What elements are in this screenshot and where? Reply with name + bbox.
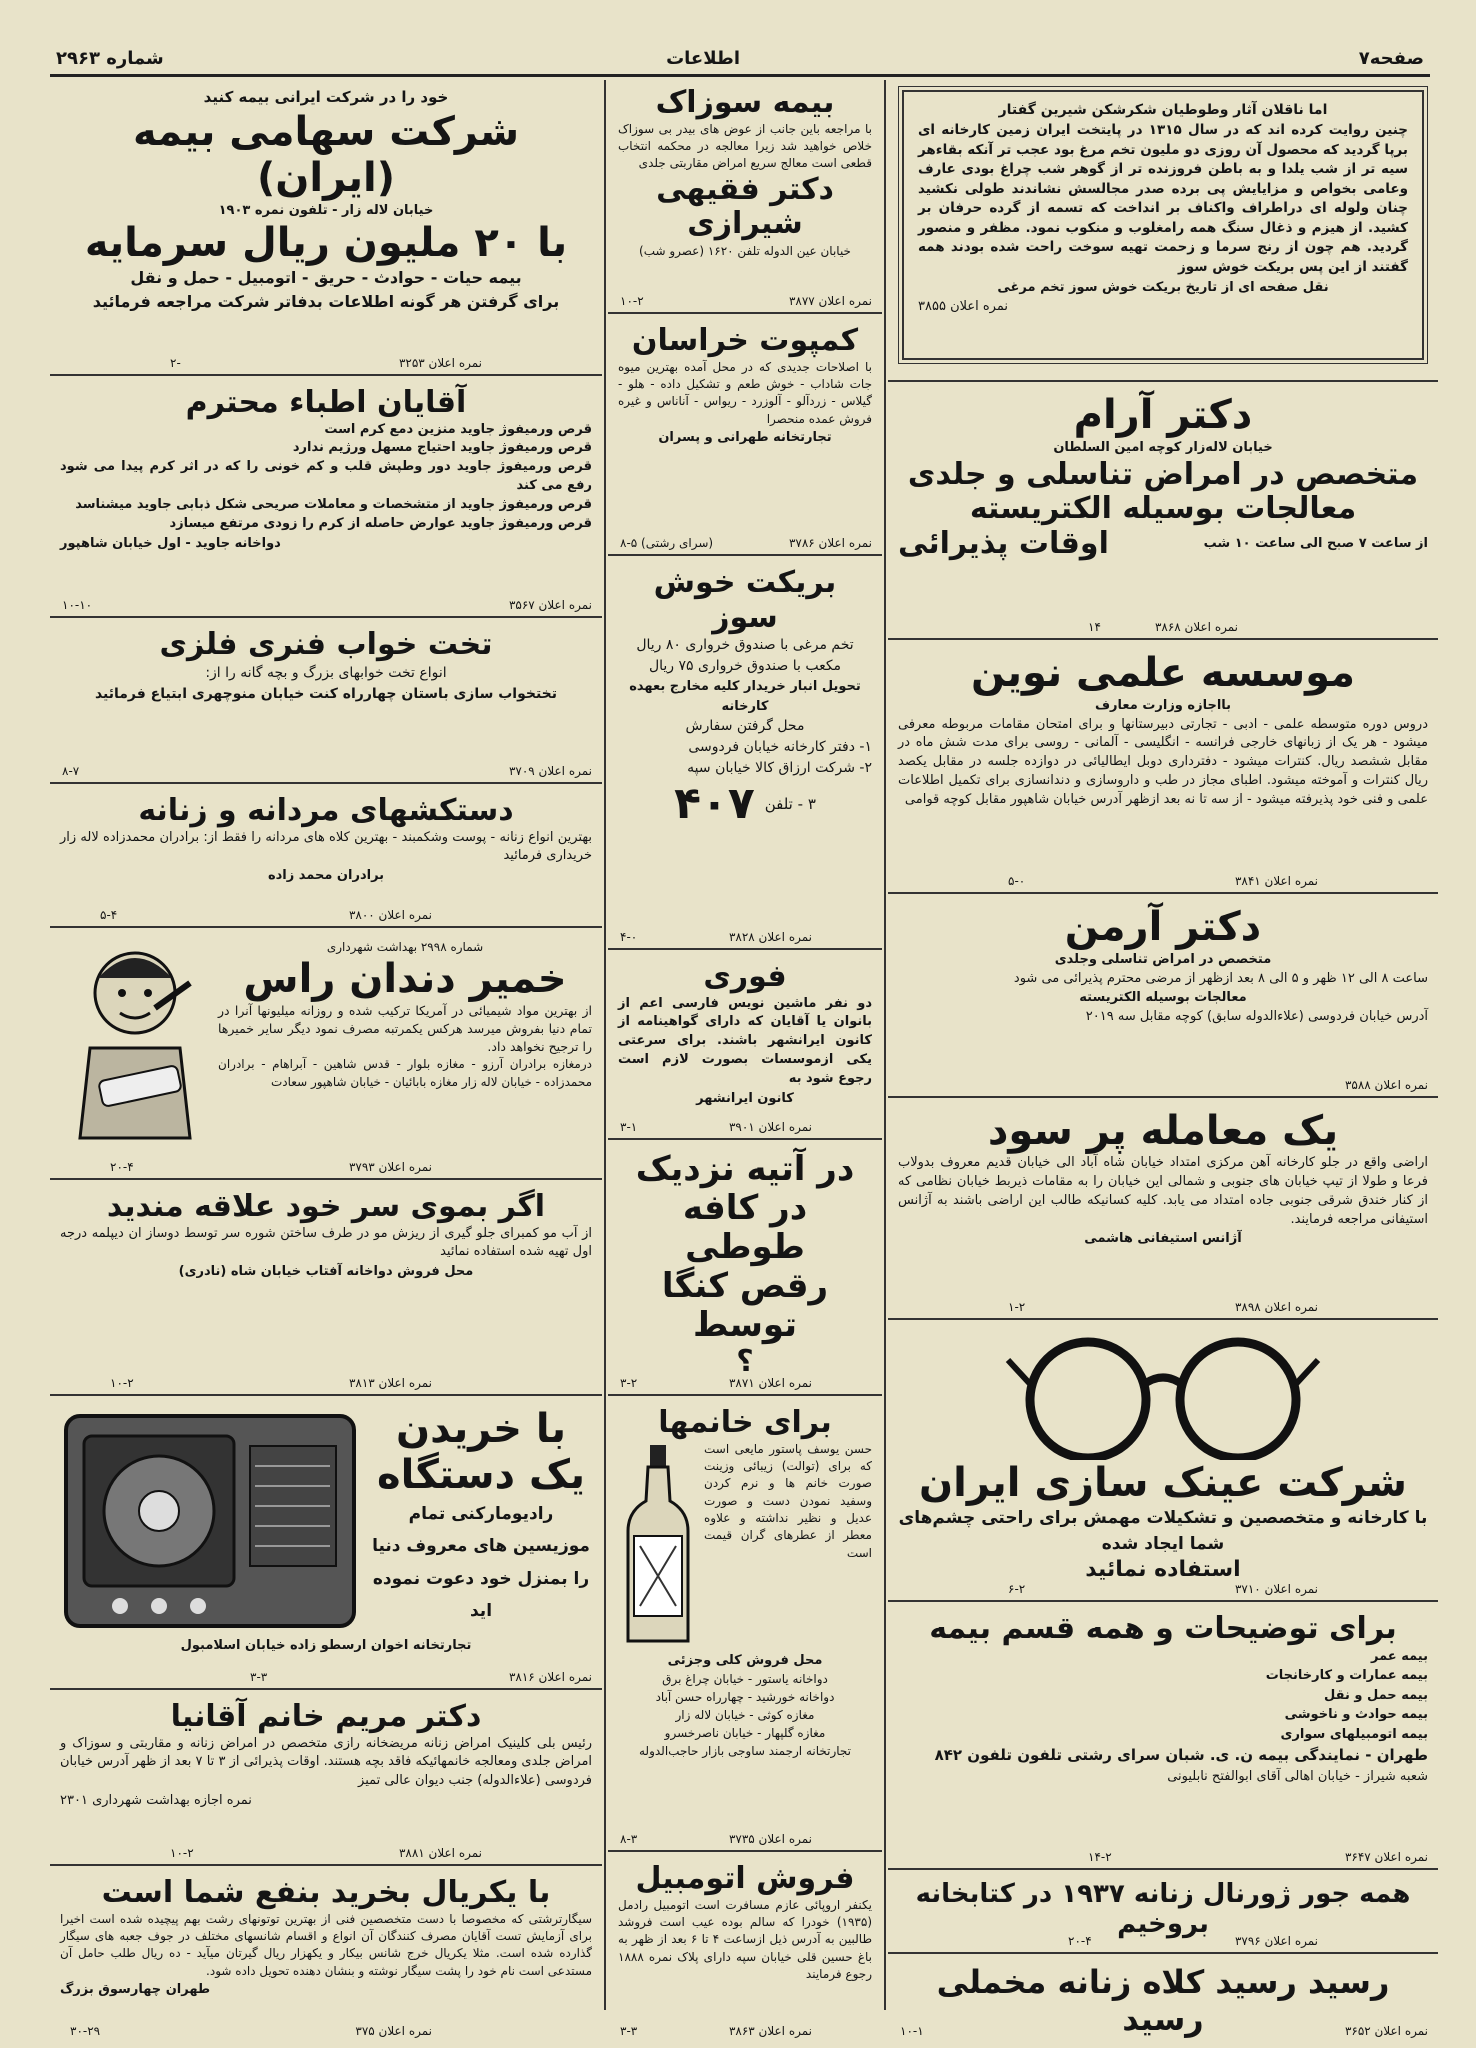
ad-key: ۲۰-۴	[1068, 1934, 1092, 1948]
ad-line: تختخواب سازی باستان چهارراه کنت خیابان منوچهری ابتیاع فرمائید	[94, 685, 558, 702]
store-item: تجارتخانه ارجمند ساوجی بازار حاجب‌الدوله	[638, 1744, 851, 1758]
insurance-item: بیمه اتومبیلهای سواری	[1280, 1726, 1428, 1742]
ad-key: ۵-۴	[100, 908, 118, 922]
ad-code: نمره اعلان ۳۸۵۵	[918, 299, 1008, 314]
ad-title: خمیر دندان راس	[243, 956, 567, 1002]
ad-title: دکتر مریم خانم آقانیا	[170, 1699, 482, 1734]
ad-title: اگر بموی سر خود علاقه مندید	[106, 1189, 546, 1224]
ad-types: بیمه حیات - حوادث - حریق - اتومبیل - حمل و نقل	[130, 268, 522, 287]
car-sale-ad	[608, 1856, 882, 2042]
poem-title: اما ناقلان آثار وطوطیان شکرشکن شیرین گفتار	[998, 102, 1328, 118]
ad-title: برای خانمها	[658, 1405, 832, 1440]
ad-address: خیابان لاله‌زار کوچه امین السلطان	[1053, 440, 1273, 455]
komput-ad	[608, 318, 882, 556]
insurance-ad	[888, 1606, 1438, 1870]
ad-code: نمره اعلان ۳۷۱۰	[1234, 1582, 1318, 1596]
ad-tel-number: ۴۰۷	[674, 778, 755, 829]
ad-body: سیگارترشتی که مخصوصا با دست متخصصین فنی از بهترین توتونهای رشت بهم پیچیده شده است اخیرا برای آزمایش تست آقایان مصرف کنندگان آن انواع و اقسام شانسهای مختلف در جوف جعبه های سیگار گذارده شده است. مثلا یکریال خرج شانس بیکار و یکهزار ریال گیرتان میآید - ده ریال طلب حامل آن مستدعی است نام خود را پشت سیگار نوشته و بنشان دهنده تحویل داده شود.	[60, 1911, 592, 1978]
ad-address: خیابان عین الدوله تلفن ۱۶۲۰ (عصرو شب)	[639, 243, 851, 258]
ad-line: قرص ورمیفوژ جاوید عوارض حاصله از کرم را زودی مرتفع میسازد	[169, 515, 592, 531]
ad-code: نمره اعلان ۳۲۵۳	[398, 356, 482, 370]
ad-body: رئیس بلی کلینیک امراض زنانه مریضخانه رازی متخصص در امراض زنانه و مقاربتی و سوزاک و امراض جلدی ومعالجه خانمهائیکه فاقد بچه هستند. اوقات پذیرائی از ۳ تا ۷ بعد از ظهر آدرس خیابان فردوسی (علاءالدوله) جنب دیوان عالی تمیز	[60, 1735, 593, 1789]
insurance-company-ad	[50, 80, 602, 376]
ad-key: ۸-۵ (سرای رشتی)	[620, 536, 714, 550]
ad-line: در آتیه نزدیک	[635, 1149, 855, 1189]
ad-shops: درمغازه برادران آرزو - مغازه بلوار - قدس شاهین - آبراهام - برادران محمدزاده - خیابان لاله زار مغازه بابائیان - خیابان شاهپور سعادت	[218, 1057, 592, 1089]
ad-key: ۴-۰	[620, 930, 638, 944]
ad-body: ساعت ۸ الی ۱۲ ظهر و ۵ الی ۸ بعد ازظهر از مرضی محترم پذیرائی می شود	[1013, 970, 1428, 986]
ad-body: بهترین انواع زنانه - پوست وشکمبند - بهترین کلاه های مردانه را فقط از: برادران محمدزاده لاله زار خریداری فرمائید	[60, 829, 592, 864]
ad-key: ۱۰-۲	[110, 1376, 134, 1390]
store-item: مغازه گلپهار - خیابان ناصرخسرو	[664, 1726, 826, 1740]
ad-code: نمره اعلان ۳۶۵۲	[1344, 2024, 1428, 2038]
ad-code: نمره اعلان ۳۷۵	[355, 2024, 432, 2038]
ad-body: اراضی واقع در جلو کارخانه آهن مرکزی امتداد خیابان شاه آباد الی خیابان قدیم معروف بدولاب فرعا و طولا از تیپ خیابان های جنوبی و شمالی این خیابان را به مقامات ذیربط خیابان نظامی که از کنار خندق شرقی جنوبی جاده امتداد می یابد. کلیه کسانیکه طالب این اراضی باشند به آژانس استیفانی مراجعه فرمایند.	[898, 1155, 1428, 1227]
ad-key: ۳-۱	[620, 1120, 638, 1134]
glasses-icon	[1003, 1330, 1323, 1460]
ad-title: با یکریال بخرید بنفع شما است	[101, 1875, 551, 1910]
cafe-ad	[608, 1144, 882, 1396]
ad-code: نمره اعلان ۳۷۸۶	[788, 536, 872, 550]
ad-key: ۳-۳	[250, 1670, 268, 1684]
ad-body: رادیومارکنی تمام موزیسین های معروف دنیا را بمنزل خود دعوت نموده اید	[372, 1504, 590, 1621]
ad-code: نمره اعلان ۳۹۰۱	[728, 1120, 812, 1134]
ad-line: با خریدن	[396, 1406, 566, 1452]
ad-bold: آژانس استیفانی هاشمی	[1084, 1231, 1242, 1247]
ad-bold: تجارتخانه اخوان ارسطو زاده خیابان اسلامبول	[180, 1638, 472, 1653]
ad-key: ۸-۷	[62, 764, 80, 778]
ad-line: در کافه طوطی	[682, 1188, 808, 1268]
cigarette-ad	[50, 1870, 602, 2042]
ad-tail: استفاده نمائید	[1085, 1557, 1241, 1582]
paper-name: اطلاعات	[666, 48, 740, 69]
issue-number: شماره ۲۹۶۳	[56, 48, 164, 69]
ad-body: از بهترین مواد شیمیائی در آمریکا ترکیب شده و روزانه میلیونها آنرا در تمام دنیا بفروش میرسد هرکس یکمرتبه مصرف نمود دیگر سایر خمیرها را ترجیح نخواهد داد.	[218, 1003, 592, 1055]
ad-bold: برادران محمد زاده	[267, 868, 385, 884]
page-number: صفحه۷	[1358, 48, 1424, 69]
ad-line: قرص ورمیفوژ جاوید احتیاج مسهل ورژیم ندارد	[292, 440, 592, 456]
ad-name: دکتر فقیهی شیرازی	[656, 171, 834, 242]
ad-subtitle: متخصص در امراض تناسلی وجلدی	[1054, 952, 1272, 967]
gloves-ad	[50, 788, 602, 928]
ad-title: دکتر آرام	[1073, 392, 1253, 438]
ad-address: خیابان لاله زار - تلفون نمره ۱۹۰۳	[218, 202, 434, 218]
poem-ad	[888, 80, 1438, 382]
ad-top: خود را در شرکت ایرانی بیمه کنید	[203, 88, 449, 106]
ad-title: فروش اتومبیل	[635, 1861, 855, 1896]
ad-line: انواع تخت خوابهای بزرگ و بچه گانه را از:	[205, 664, 447, 681]
ad-title: رسید رسید کلاه زنانه مخملی رسید	[936, 1963, 1390, 2038]
dr-maryam-ad	[50, 1694, 602, 1866]
store-item: مغازه کوثی - خیابان لاله زار	[675, 1708, 815, 1722]
ad-key: ۲۰-۴	[110, 1160, 134, 1174]
ad-key: ۱۰-۲	[620, 294, 644, 308]
ad-key: ۳۰-۲۹	[70, 2024, 101, 2038]
ad-subtitle: محل فروش کلی وجزئی	[667, 1652, 823, 1668]
radio-ad	[50, 1400, 602, 1690]
ad-code: نمره اعلان ۳۸۹۸	[1234, 1300, 1318, 1314]
ad-code: نمره اعلان ۳۷۹۶	[1234, 1934, 1318, 1948]
ad-line: اوقات پذیرائی	[898, 525, 1109, 561]
ad-code: نمره اعلان ۳۸۶۳	[728, 2024, 812, 2038]
suzak-ad	[608, 80, 882, 314]
ad-title: شرکت عینک سازی ایران	[918, 1460, 1408, 1506]
ad-title: موسسه علمی نوین	[970, 650, 1356, 696]
ad-capital: با ۲۰ ملیون ریال سرمایه	[84, 220, 568, 266]
hair-ad	[50, 1184, 602, 1396]
ad-body: با اصلاحات جدیدی که در محل آمده بهترین میوه جات شاداب - خوش طعم و تشکیل داده - هلو - گیلاس - زردآلو - آلوزرد - ریواس - آناناس و غیره فروش عمده منحصرا	[618, 359, 872, 426]
ad-line: قرص ورمیفوژ جاوید منزین دمع کرم است	[324, 421, 592, 437]
ad-line: یک دستگاه	[377, 1452, 585, 1498]
dr-armen-ad	[888, 898, 1438, 1098]
deal-ad	[888, 1102, 1438, 1320]
ad-line: قرص ورمیفوژ جاوید از متشخصات و معاملات صریحی شکل ذبابی جاوید میشناسد	[75, 496, 592, 512]
store-item: دواخانه یاستور - خیابان چراغ برق	[662, 1672, 828, 1686]
ad-code: نمره اعلان ۳۸۱۶	[508, 1670, 592, 1684]
ad-key: ۱۴	[1088, 620, 1101, 634]
ad-code: نمره اعلان ۳۸۷۷	[788, 294, 872, 308]
ad-key: ۸-۳	[620, 1832, 638, 1846]
ad-body: با کارخانه و متخصصین و تشکیلات مهمش برای راحتی چشم‌های شما ایجاد شده	[898, 1508, 1428, 1554]
ad-title: بیمه سوزاک	[655, 85, 835, 120]
ad-body: یکنفر اروپائی عازم مسافرت است اتومبیل رادمل (۱۹۳۵) خودرا که سالم بوده عیب است فروشد طالبین به آدرس ذیل ازساعت ۴ تا ۶ بعد از ظهر به باغ حسین قلی خیابان سپه دارای پلاک نمره ۱۸۸۸ رجوع فرمایند	[618, 1897, 873, 1982]
bed-ad	[50, 622, 602, 784]
ad-permit: شماره ۲۹۹۸ بهداشت شهرداری	[326, 940, 484, 954]
ad-body: دروس دوره متوسطه علمی - ادبی - تجارتی دبیرستانها و برای امتحان مقامات مربوطه معرفی میشود - هر یک از زبانهای خارجی فرانسه - انگلیسی - آلمانی - روسی برای مدت شش ماه در مقابل ششصد ریال. کنترات میشود - دفترداری دوبل ایطالیائی در دوازده جلسه در مقابل یکصد ریال کنترات و آموخته میشود. اطبای مجاز در طب و داروسازی و دندانسازی برای تکمیل اطلاعات علمی و فنی خود پذیرفته میشود - از سه تا نه بعد ازظهر آدرس خیابان شاهپور مقابل کوچه قوامی	[898, 716, 1428, 807]
ad-code: نمره اعلان ۳۸۶۸	[1154, 620, 1238, 634]
insurance-item: بیمه عمارات و کارخانجات	[1265, 1668, 1428, 1683]
store-item: دواخانه خورشید - چهارراه حسن آباد	[655, 1690, 835, 1704]
ad-question: ؟	[736, 1344, 754, 1380]
insurance-item: بیمه حمل و نقل	[1324, 1687, 1428, 1703]
ad-line: تخم مرغی با صندوق خرواری ۸۰ ریال	[636, 637, 854, 653]
ad-hours: از ساعت ۷ صبح الی ساعت ۱۰ شب	[1203, 536, 1428, 551]
ad-key: ۶-۲	[1008, 1582, 1026, 1596]
ad-line: معالجات بوسیله الکتریسته	[969, 491, 1357, 526]
ad-key: ۵-۰	[1008, 874, 1026, 888]
ad-code: نمره اعلان ۳۵۸۸	[1344, 1078, 1428, 1092]
insurance-item: بیمه عمر	[1371, 1648, 1428, 1664]
ad-key: ۲-	[170, 356, 181, 370]
ad-title: یک معامله پر سود	[987, 1108, 1339, 1154]
ad-key: ۱-۲	[1008, 1300, 1026, 1314]
toothpaste-ad	[50, 932, 602, 1180]
novin-institute-ad	[888, 644, 1438, 894]
ad-line: تحویل انبار خریدار کلیه مخارج بعهده کارخانه	[629, 679, 861, 714]
fori-ad	[608, 954, 882, 1140]
ad-code: نمره اعلان ۳۶۴۷	[1344, 1850, 1428, 1864]
ad-line: محل گرفتن سفارش	[685, 718, 805, 734]
poem-footer: نقل صفحه ای از تاریخ بریکت خوش سوز تخم مرغی	[997, 279, 1329, 295]
ad-line: شعبه شیراز - خیابان اهالی آقای ابوالفتح نابلیونی	[1167, 1768, 1428, 1784]
ad-key: ۱۰-۱۰	[62, 598, 93, 612]
ad-bold: معالجات بوسیله الکتریسته	[1079, 990, 1247, 1006]
ad-body: برای گرفتن هر گونه اطلاعات بدفاتر شرکت مراجعه فرمائید	[92, 292, 560, 311]
ad-bold: تجارتخانه طهرانی و پسران	[658, 430, 832, 446]
ad-title: فوری	[703, 959, 787, 994]
ad-line: ۱- دفتر کارخانه خیابان فردوسی	[688, 739, 872, 755]
ad-address: آدرس خیابان فردوسی (علاءالدوله سابق) کوچه مقابل سه ۲۰۱۹	[1085, 1008, 1428, 1024]
toothpaste-child-illustration	[60, 938, 210, 1148]
ad-code: نمره اعلان ۳۸۲۸	[728, 930, 812, 944]
briket-ad	[608, 560, 882, 950]
dr-aram-ad	[888, 386, 1438, 640]
column-rule	[604, 80, 606, 2010]
ad-title: آقایان اطباء محترم	[185, 385, 467, 420]
ad-line: متخصص در امراض تناسلی و جلدی	[907, 456, 1419, 492]
journal-ad	[888, 1874, 1438, 1954]
column-rule	[884, 80, 886, 2010]
ad-body: حسن یوسف پاستور مایعی است که برای (توالت) زیبائی وزینت صورت خانم ها و نرم کردن وسفید نمودن دست و صورت عدیل و نظیر نداشته و علاوه معطر از عطرهای گران قیمت است	[704, 1441, 872, 1560]
ad-code: نمره اعلان ۳۵۶۷	[508, 598, 592, 612]
ad-body: با مراجعه باین جانب از عوض های بیدر بی سوزاک خلاص خواهید شد زیرا معالجه در محکمه انتخاب قطعی است معالج سریع امراض مقاربتی جلدی	[618, 121, 872, 171]
ad-title: دکتر آرمن	[1064, 904, 1262, 950]
poem-body: چنین روایت کرده اند که در سال ۱۳۱۵ در پایتخت ایران زمین کارخانه ای برپا گردید که محصول آن روزی دو ملیون تخم مرغ بود عجب تر آنکه بقاءهر سیه تر از شب یلدا و به باطن فروزنده تر از گوهر شب چراغ بودی عارف وعامی بخواص و مزایایش پی برده صدر مجالسش نشاندند طولی نکشید چنان ولوله ای دراطراف واکناف بر انداخت که تسمه از گرده حرفان بر کشید. از هیزم و ذغال سنگ همه رامغلوب و منکوب نمود. مظفر و منصور گردید. هم چون از رنج سرما و زحمت تهیه سوخت راحت شده بودند همه گفتند از این پس بریکت خوش سوز	[918, 122, 1409, 275]
ad-line: طهران - نمایندگی بیمه ن. ی. شبان سرای رشتی تلفون تلفون ۸۴۲	[934, 1746, 1428, 1764]
glasses-ad	[888, 1324, 1438, 1602]
ad-key: ۱۰-۲	[170, 1846, 194, 1860]
ad-key: ۱۰-۱	[900, 2024, 924, 2038]
ad-bold: کانون ایرانشهر	[696, 1090, 794, 1106]
ad-title: بریکت خوش سوز	[653, 565, 837, 635]
ad-title: تخت خواب فنری فلزی	[159, 627, 493, 662]
page-header	[50, 44, 1430, 77]
ad-title: همه جور ژورنال زنانه ۱۹۳۷ در کتابخانه بروخیم	[915, 1879, 1411, 1939]
ad-shop: محل فروش دواخانه آفتاب خیابان شاه (نادری)	[178, 1264, 474, 1280]
ad-title: برای توضیحات و همه قسم بیمه	[929, 1611, 1397, 1646]
ad-place: دواخانه جاوید - اول خیابان شاهپور	[60, 535, 281, 551]
ad-permit: نمره اجازه بهداشت شهرداری ۲۳۰۱	[60, 1793, 252, 1809]
ad-address: طهران چهارسوق بزرگ	[60, 1982, 211, 1998]
ad-body: دو نفر ماشین نویس فارسی اعم از بانوان یا آقایان که دارای گواهینامه از کانون ایرانشهر باشند. برای سرعتی یکی ازموسسات بصورت لازم است رجوع شود به	[618, 995, 872, 1086]
bottle-icon	[618, 1441, 698, 1651]
hats-ad	[888, 1958, 1438, 2042]
ad-line: ۲- شرکت ارزاق کالا خیابان سپه	[687, 760, 872, 776]
ad-line: قرص ورمیفوژ جاوید دور وطپش قلب و کم خونی را که در اثر کرم پیدا می شود رفع می کند	[60, 459, 592, 494]
ad-line: مکعب با صندوق خرواری ۷۵ ریال	[648, 658, 842, 674]
insurance-item: بیمه حوادث و ناخوشی	[1284, 1707, 1428, 1722]
ad-line: رقص کنگا توسط	[661, 1266, 829, 1346]
ad-key: ۳-۲	[620, 1376, 638, 1390]
javid-ad	[50, 380, 602, 618]
ad-code: نمره اعلان ۳۸۴۱	[1234, 874, 1318, 888]
radio-illustration	[60, 1406, 360, 1636]
ad-subtitle: بااجازه وزارت معارف	[1094, 698, 1232, 713]
ad-code: نمره اعلان ۳۷۰۹	[508, 764, 592, 778]
ad-body: از آب مو کمبرای جلو گیری از ریزش مو در طرف ساختن شوره سر توسط دوساز ان دیپلمه درجه اول تهیه شده استفاده نمائید	[60, 1225, 592, 1260]
ad-code: نمره اعلان ۳۸۸۱	[398, 1846, 482, 1860]
ad-code: نمره اعلان ۳۸۷۱	[728, 1376, 812, 1390]
ad-code: نمره اعلان ۳۷۹۳	[348, 1160, 432, 1174]
ad-title: کمپوت خراسان	[631, 323, 859, 358]
women-ad	[608, 1400, 882, 1852]
ad-code: نمره اعلان ۳۸۰۰	[348, 908, 432, 922]
ad-key: ۳-۳	[620, 2024, 638, 2038]
ad-title: دستکشهای مردانه و زنانه	[138, 793, 514, 828]
ad-code: نمره اعلان ۳۸۱۳	[348, 1376, 432, 1390]
ad-key: ۱۴-۲	[1088, 1850, 1112, 1864]
ad-code: نمره اعلان ۳۷۳۵	[728, 1832, 812, 1846]
ad-title: شرکت سهامی بیمه (ایران)	[132, 108, 520, 201]
ad-tel-label: ۳ - تلفن	[764, 795, 816, 814]
